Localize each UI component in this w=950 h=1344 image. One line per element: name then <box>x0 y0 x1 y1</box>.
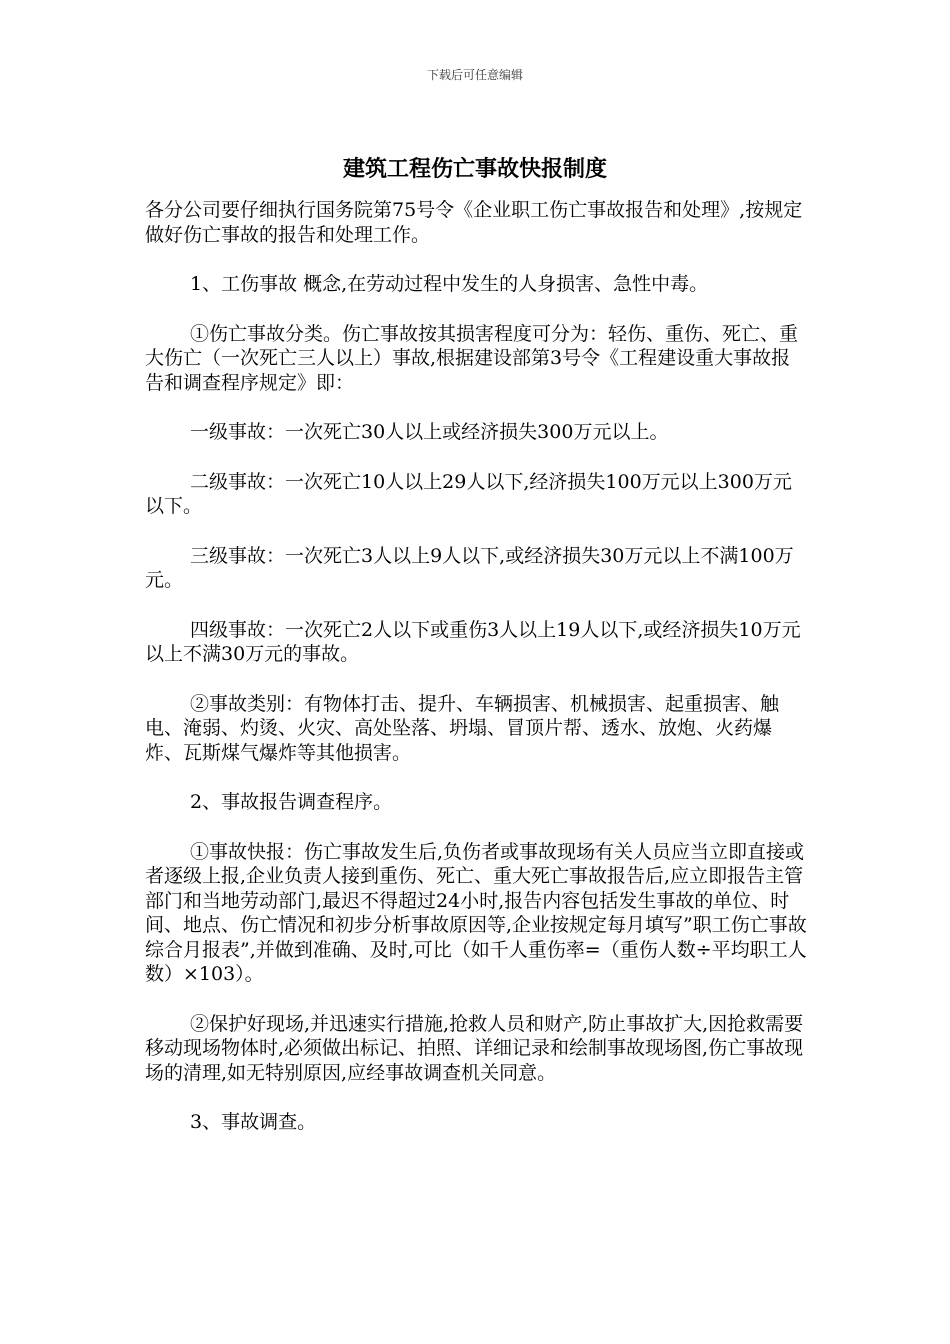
paragraph-level-4: 四级事故：一次死亡2人以下或重伤3人以上19人以下,或经济损失10万元以上不满30万元的事故。 <box>145 618 801 665</box>
document-title: 建筑工程伤亡事故快报制度 <box>342 156 607 182</box>
header-note: 下载后可任意编辑 <box>426 68 523 82</box>
paragraph-categories: ②事故类别：有物体打击、提升、车辆损害、机械损害、起重损害、触电、淹弱、灼烫、火灾、高处坠落、坍塌、冒顶片帮、透水、放炮、火药爆炸、瓦斯煤气爆炸等其他损害。 <box>145 692 780 764</box>
paragraph-section-1: 1、工伤事故 概念,在劳动过程中发生的人身损害、急性中毒。 <box>190 273 709 295</box>
paragraph-quick-report: ①事故快报：伤亡事故发生后,负伤者或事故现场有关人员应当立即直接或者逐级上报,企业负责人接到重伤、死亡、重大死亡事故报告后,应立即报告主管部门和当地劳动部门,最迟不得超过24小时,报告内容包括发生事故的单位、时间、地点、伤亡情况和初步分析事故原因等,企业按规定每月填写”职工伤亡事故综合月报表”,并做到准确、及时,可比（如千人重伤率=（重伤人数÷平均职工人数）×103）。 <box>145 840 807 985</box>
paragraph-section-2: 2、事故报告调查程序。 <box>190 791 393 813</box>
paragraph-section-3: 3、事故调查。 <box>190 1111 317 1133</box>
paragraph-intro: 各分公司要仔细执行国务院第75号令《企业职工伤亡事故报告和处理》,按规定做好伤亡事故的报告和处理工作。 <box>145 199 803 246</box>
document-body <box>145 198 807 1135</box>
paragraph-level-2: 二级事故：一次死亡10人以上29人以下,经济损失100万元以上300万元以下。 <box>145 470 792 517</box>
paragraph-protect-scene: ②保护好现场,并迅速实行措施,抢救人员和财产,防止事故扩大,因抢救需要移动现场物体时,必须做出标记、拍照、详细记录和绘制事故现场图,伤亡事故现场的清理,如无特别原因,应经事故调查机关同意。 <box>145 1012 804 1084</box>
paragraph-classification: ①伤亡事故分类。伤亡事故按其损害程度可分为：轻伤、重伤、死亡、重大伤亡（一次死亡三人以上）事故,根据建设部第3号令《工程建设重大事故报告和调查程序规定》即： <box>145 322 799 394</box>
paragraph-level-1: 一级事故：一次死亡30人以上或经济损失300万元以上。 <box>190 421 669 443</box>
paragraph-level-3: 三级事故：一次死亡3人以上9人以下,或经济损失30万元以上不满100万元。 <box>145 544 794 591</box>
